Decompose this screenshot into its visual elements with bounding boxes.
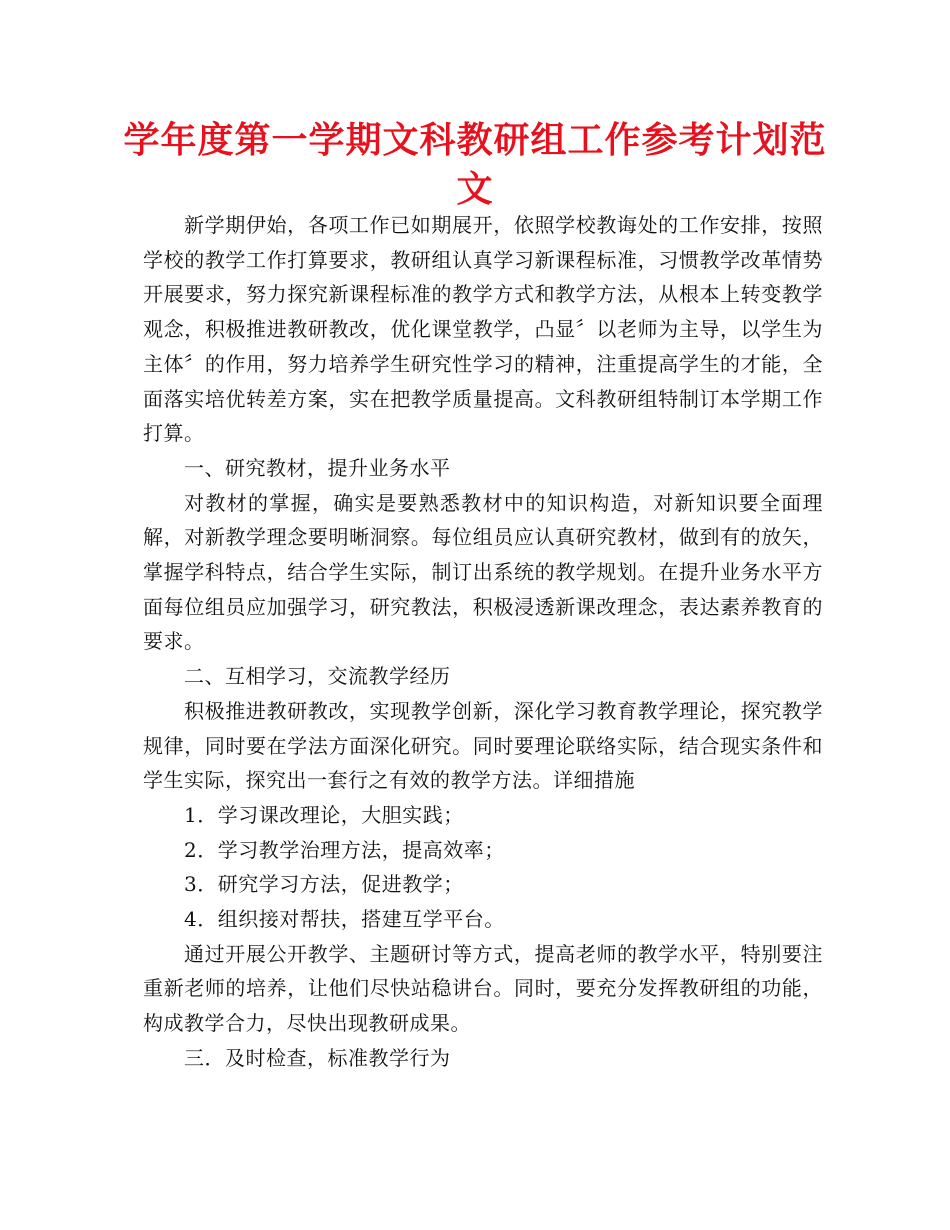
paragraph-section-2: 积极推进教研教改，实现教学创新，深化学习教育教学理论，探究教学规律，同时要在学法方面深化研究。同时要理论联络实际，结合现实条件和学生实际，探究出一套行之有效的教学方法。详细措施	[143, 698, 823, 793]
list-item-3: 3．研究学习方法，促进教学；	[184, 872, 464, 897]
list-item-4: 4．组织接对帮扶，搭建互学平台。	[184, 907, 505, 932]
document-title: 学年度第一学期文科教研组工作参考计划范文	[123, 120, 827, 210]
document-body	[143, 208, 823, 1076]
section-heading-1: 一、研究教材，提升业务水平	[184, 455, 451, 480]
list-item-2: 2．学习教学治理方法，提高效率；	[184, 837, 505, 862]
paragraph-section-2-summary: 通过开展公开教学、主题研讨等方式，提高老师的教学水平，特别要注重新老师的培养，让他们尽快站稳讲台。同时，要充分发挥教研组的功能，构成教学合力，尽快出现教研成果。	[143, 941, 823, 1036]
section-heading-3: 三．及时检查，标准教学行为	[184, 1045, 451, 1070]
paragraph-intro: 新学期伊始，各项工作已如期展开，依照学校教诲处的工作安排，按照学校的教学工作打算要求，教研组认真学习新课程标准，习惯教学改革情势开展要求，努力探究新课程标准的教学方式和教学方法，从根本上转变教学观念，积极推进教研教改，优化课堂教学，凸显〞以老师为主导，以学生为主体〞的作用，努力培养学生研究性学习的精神，注重提高学生的才能，全面落实培优转差方案，实在把教学质量提高。文科教研组特制订本学期工作打算。	[143, 213, 823, 446]
paragraph-section-1: 对教材的掌握，确实是要熟悉教材中的知识构造，对新知识要全面理解，对新教学理念要明晰洞察。每位组员应认真研究教材，做到有的放矢，掌握学科特点，结合学生实际，制订出系统的教学规划。在提升业务水平方面每位组员应加强学习，研究教法，积极浸透新课改理念，表达素养教育的要求。	[143, 490, 823, 654]
list-item-1: 1．学习课改理论，大胆实践；	[184, 802, 464, 827]
section-heading-2: 二、互相学习，交流教学经历	[184, 664, 451, 689]
